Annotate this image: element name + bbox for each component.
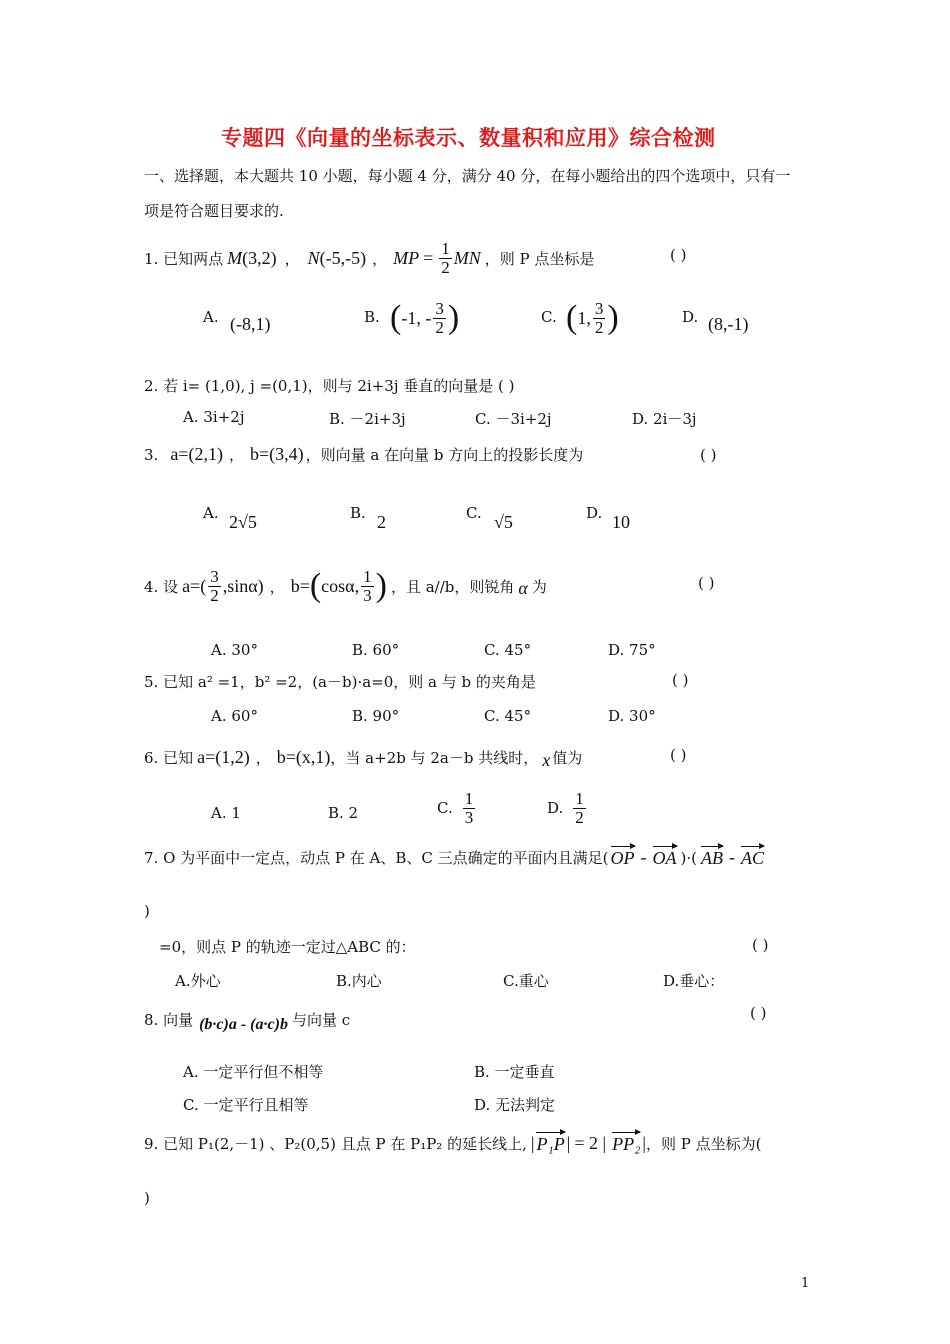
q3-option-a-label: A. xyxy=(203,504,219,522)
q9-equals: = 2 | xyxy=(574,1133,607,1153)
q4-a-frac xyxy=(208,568,221,605)
q9-close-paren: ) xyxy=(144,1189,150,1207)
q6-option-c-label: C. xyxy=(437,799,453,818)
q4-answer-paren: ( ) xyxy=(698,574,715,592)
q1-option-b[interactable]: ( -1, - $\frac{3}{2}$ ) xyxy=(390,299,460,337)
q1-prefix: 1. 已知两点 xyxy=(144,249,224,268)
q4-a-pre: a=( xyxy=(182,575,207,596)
q3-option-a[interactable]: 2√5 xyxy=(229,512,257,532)
q7-vector-oa: OA xyxy=(652,848,677,868)
q4-suffix2: 为 xyxy=(531,577,547,596)
q1-option-b-num: 3 xyxy=(435,299,444,318)
q1-answer-paren: ( ) xyxy=(670,246,687,264)
q1-n-coords: (-5,-5) xyxy=(319,247,367,268)
q1-option-c-num: 3 xyxy=(594,299,604,318)
section-intro-line1: 一、选择题，本大题共 10 小题，每小题 4 分，满分 40 分，在每小题给出的四个选项中，只有一 xyxy=(144,167,791,185)
q4-b-mid: cosα, xyxy=(321,575,360,596)
q1-option-b-label: B. xyxy=(364,308,380,326)
q6-x: x xyxy=(542,750,551,770)
q6-option-c-num: 1 xyxy=(464,789,474,808)
q8-answer-paren: ( ) xyxy=(750,1004,767,1022)
q3-prefix: 3. xyxy=(144,445,159,464)
q2-option-c[interactable]: C. －3i+2j xyxy=(475,410,552,428)
q4-a-post: ,sinα) xyxy=(222,575,264,596)
q4-a-num: 3 xyxy=(210,567,219,586)
q8-stem: 8. 向量 xyxy=(144,1010,194,1029)
q7-minus-1: - xyxy=(640,847,647,867)
q6-answer-paren: ( ) xyxy=(670,746,687,764)
q6-suffix: 值为 xyxy=(552,749,583,767)
q8-option-a[interactable]: A. 一定平行但不相等 xyxy=(183,1063,324,1081)
q5-option-b[interactable]: B. 90° xyxy=(352,707,400,725)
q5-answer-paren: ( ) xyxy=(672,671,689,689)
q3-option-c-label: C. xyxy=(466,504,482,522)
q4-option-a[interactable]: A. 30° xyxy=(211,641,258,659)
question-9: 9. 已知 P₁(2,－1) 、P₂(0,5) 且点 P 在 P₁P₂ 的延长线上, | P₁P | = 2 | PP₂ | ，则 P 点坐标为( xyxy=(144,1133,762,1154)
q5-option-d[interactable]: D. 30° xyxy=(608,707,656,725)
q5-option-c[interactable]: C. 45° xyxy=(484,707,532,725)
question-5 xyxy=(144,671,536,692)
q4-option-c[interactable]: C. 45° xyxy=(484,641,532,659)
q6-stem: 6. 已知 xyxy=(144,749,194,767)
q1-suffix: ，则 P 点坐标是 xyxy=(484,249,595,268)
q9-vector-p1p: P₁P xyxy=(536,1134,565,1154)
q9-vector-pp2: PP₂ xyxy=(612,1134,641,1154)
q4-a-den: 2 xyxy=(210,585,219,605)
q1-option-c-frac xyxy=(593,300,606,337)
q9-suffix: ，则 P 点坐标为( xyxy=(645,1135,762,1153)
section-intro-line2: 项是符合题目要求的. xyxy=(144,202,284,220)
q7-close-paren: ) xyxy=(144,902,150,920)
q4-b-frac xyxy=(361,568,374,605)
q6-option-d-label: D. xyxy=(547,799,564,818)
q7-vector-ac: AC xyxy=(740,848,764,868)
q5-option-a[interactable]: A. 60° xyxy=(211,707,258,725)
q8-option-b[interactable]: B. 一定垂直 xyxy=(474,1063,555,1081)
q8-expression: (b·c)a - (a·c)b xyxy=(199,1016,288,1033)
q6-option-b[interactable]: B. 2 xyxy=(328,804,359,822)
q3-vector-b: b=(3,4) xyxy=(249,444,304,464)
q2-option-d[interactable]: D. 2i－3j xyxy=(632,410,697,428)
q3-vector-a: a=(2,1) xyxy=(170,444,223,464)
q3-option-d-label: D. xyxy=(586,504,603,522)
q7-mid: )·( xyxy=(680,848,697,867)
q6-option-d-den: 2 xyxy=(575,807,584,827)
q1-option-a-label: A. xyxy=(203,308,219,326)
q7-stem: 7. O 为平面中一定点，动点 P 在 A、B、C 三点确定的平面内且满足( xyxy=(144,849,609,867)
question-8 xyxy=(144,1004,350,1034)
q1-option-c[interactable]: ( 1, $\frac{3}{2}$ ) xyxy=(566,299,619,337)
q6-vector-a: a=(1,2) xyxy=(197,747,250,767)
question-7 xyxy=(144,846,764,869)
q4-option-b[interactable]: B. 60° xyxy=(352,641,400,659)
q6-option-c[interactable] xyxy=(437,790,477,827)
q6-option-c-frac xyxy=(463,790,476,827)
page-number: 1 xyxy=(801,1276,810,1291)
q2-option-a[interactable]: A. 3i+2j xyxy=(183,408,245,426)
q5-stem-b: a² =1，b² =2，(a－b)·a=0，则 a 与 b 的夹角是 xyxy=(197,673,536,691)
question-3: 3. a=(2,1) ， b=(3,4) ，则向量 a 在向量 b 方向上的投影长度为 xyxy=(144,444,584,464)
q2-option-b[interactable]: B. －2i+3j xyxy=(329,410,406,428)
q1-m-coords: (3,2) xyxy=(242,247,277,268)
q6-option-d[interactable] xyxy=(547,790,588,827)
q8-option-d[interactable]: D. 无法判定 xyxy=(474,1096,556,1114)
q3-answer-paren: ( ) xyxy=(700,446,717,464)
q1-option-d[interactable]: (8,-1) xyxy=(708,314,749,334)
q3-option-b-label: B. xyxy=(350,504,366,522)
q1-equals: = xyxy=(423,247,434,268)
q1-fraction xyxy=(439,240,452,277)
q4-b-num: 1 xyxy=(363,567,372,586)
q7-option-d[interactable]: D.垂心： xyxy=(663,972,725,990)
q8-option-c[interactable]: C. 一定平行且相等 xyxy=(183,1096,309,1114)
q1-vector-mp: MP xyxy=(393,247,420,268)
q1-point-n: N xyxy=(307,247,320,268)
q3-option-d[interactable]: 10 xyxy=(612,512,630,532)
q1-vector-mn: MN xyxy=(453,247,481,268)
q8-suffix: 与向量 c xyxy=(291,1010,351,1029)
q7-vector-ab: AB xyxy=(700,848,723,868)
q1-frac-num: 1 xyxy=(441,239,450,258)
q1-point-m: M xyxy=(227,247,243,268)
q3-suffix: ，则向量 a 在向量 b 方向上的投影长度为 xyxy=(305,446,584,464)
q6-vector-b: b=(x,1) xyxy=(276,747,331,767)
q1-option-c-pre: 1, xyxy=(577,307,591,328)
q4-b-pre: b= xyxy=(290,575,310,596)
q6-mid: ，当 a+2b 与 2a－b 共线时， xyxy=(330,749,539,767)
q1-option-d-label: D. xyxy=(682,308,699,326)
question-6: 6. 已知 a=(1,2) ， b=(x,1) ，当 a+2b 与 2a－b 共线时， x 值为 xyxy=(144,747,583,770)
question-2: 2. 若 i= (1,0), j =(0,1)，则与 2i+3j 垂直的向量是 ( ) xyxy=(144,377,515,395)
q1-frac-den: 2 xyxy=(441,257,450,277)
page-title: 专题四《向量的坐标表示、数量积和应用》综合检测 xyxy=(221,125,716,150)
q1-option-b-frac xyxy=(433,300,446,337)
q3-option-c[interactable]: √5 xyxy=(494,512,513,532)
q1-option-c-den: 2 xyxy=(594,317,604,337)
q1-option-b-pre: -1, - xyxy=(401,307,432,328)
q1-option-b-den: 2 xyxy=(435,317,444,337)
q6-option-d-frac xyxy=(573,790,586,827)
q7-vector-op: OP xyxy=(610,848,635,868)
q7-option-b[interactable]: B.内心 xyxy=(336,972,382,990)
q4-b-den: 3 xyxy=(363,585,372,605)
q6-option-a[interactable]: A. 1 xyxy=(211,804,241,822)
q4-alpha: α xyxy=(518,577,528,598)
q6-option-d-num: 1 xyxy=(575,789,584,808)
q7-line2: =0，则点 P 的轨迹一定过△ABC 的： xyxy=(159,938,416,956)
question-1: 1. 已知两点 M (3,2) ， N (-5,-5) ， MP = $\frac{1}{2}$ MN ，则 P 点坐标是 xyxy=(144,239,595,277)
q6-option-c-den: 3 xyxy=(464,807,474,827)
q4-prefix: 4. 设 xyxy=(144,577,179,596)
question-4: 4. 设 a=( $\frac{3}{2}$ ,sinα) ， b= ( cosα, $\frac{1}{3}$ ) ，且 a//b，则锐角 α 为 xyxy=(144,567,547,605)
q7-option-a[interactable]: A.外心 xyxy=(175,972,221,990)
q5-stem-a: 5. 已知 xyxy=(144,673,194,691)
q7-answer-paren: ( ) xyxy=(752,936,769,954)
q7-minus-2: - xyxy=(728,847,735,867)
q1-option-c-label: C. xyxy=(541,308,557,326)
q7-option-c[interactable]: C.重心 xyxy=(503,972,549,990)
q4-suffix: ，且 a//b，则锐角 xyxy=(390,577,515,596)
q3-option-b[interactable]: 2 xyxy=(377,512,386,532)
q9-stem: 9. 已知 P₁(2,－1) 、P₂(0,5) 且点 P 在 P₁P₂ 的延长线上, xyxy=(144,1135,527,1153)
q4-option-d[interactable]: D. 75° xyxy=(608,641,656,659)
q1-option-a[interactable]: (-8,1) xyxy=(230,314,271,334)
